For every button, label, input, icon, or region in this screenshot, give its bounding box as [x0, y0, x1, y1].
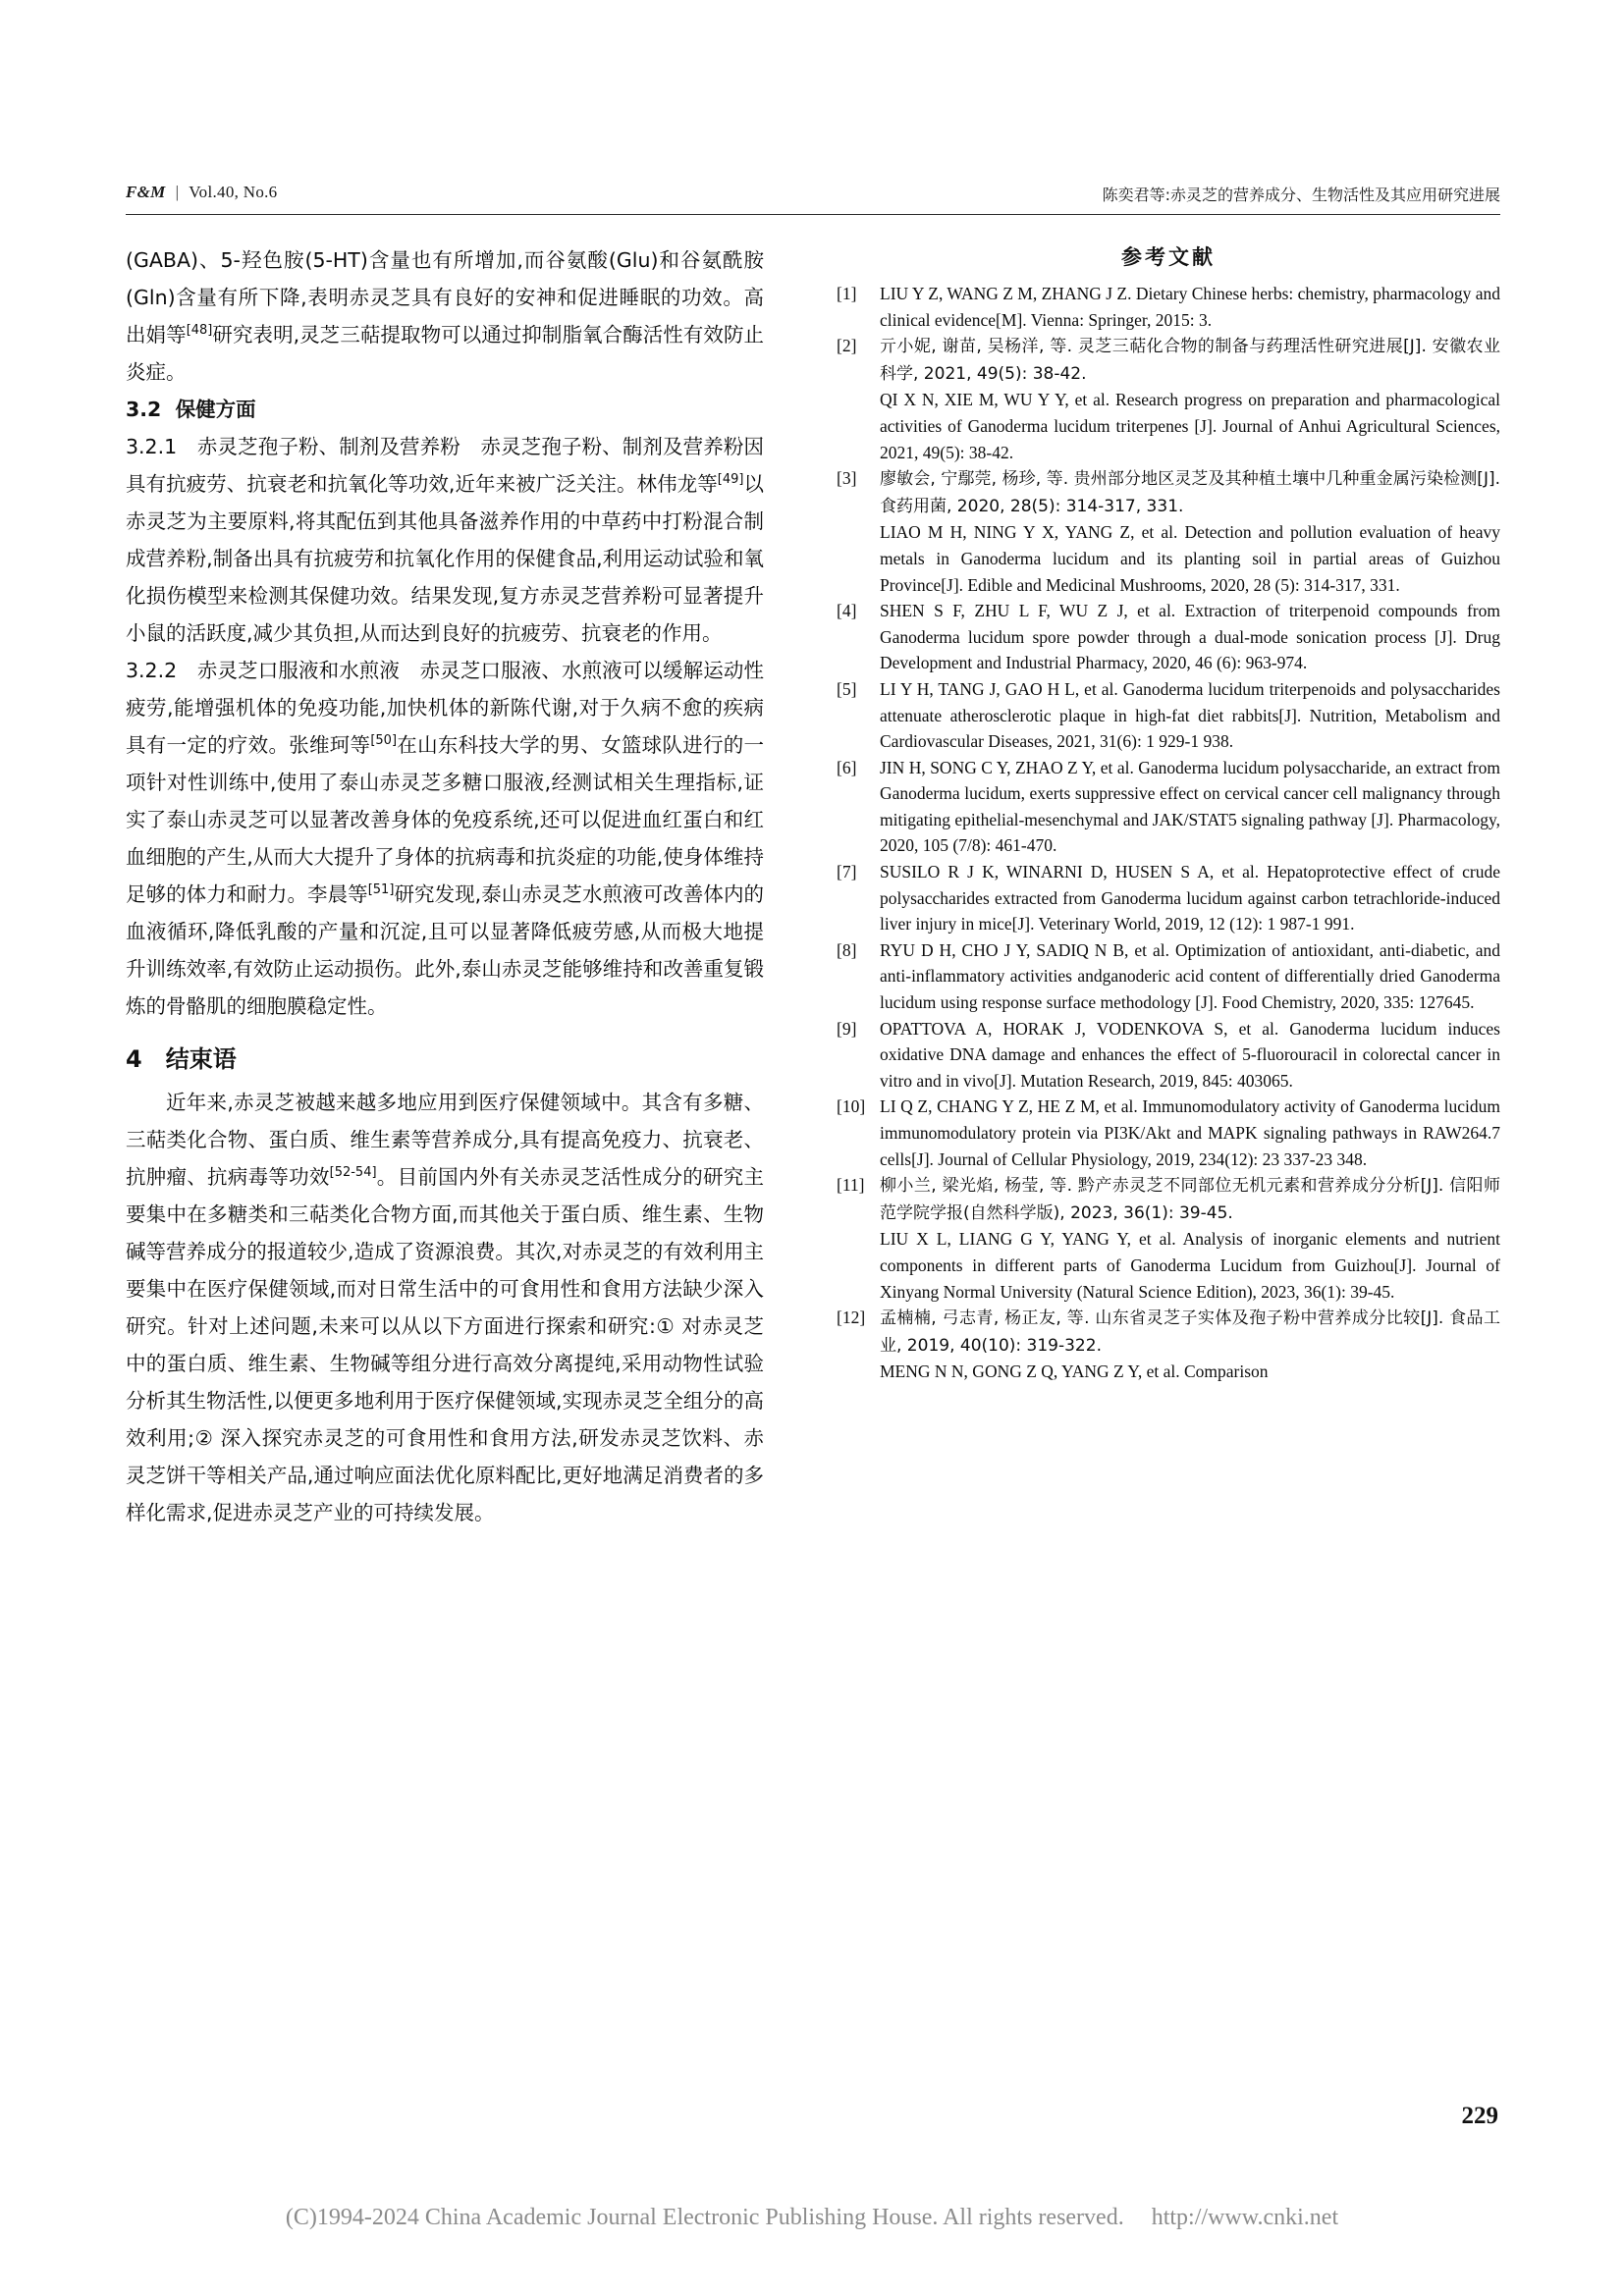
reference-label: [3] [837, 468, 857, 489]
heading-3-2 [126, 391, 764, 428]
reference-subtext: MENG N N, GONG Z Q, YANG Z Y, et al. Comparison [880, 1362, 1269, 1382]
reference-label: [5] [837, 678, 857, 699]
reference-text: SHEN S F, ZHU L F, WU Z J, et al. Extraction of triterpenoid compounds from Ganoderma lucidum spore powder through a dual-mode sonication process [J]. Drug Development and Industrial Pharmacy, 2020, 46 (6): 963-974. [880, 601, 1500, 673]
reference-text: RYU D H, CHO J Y, SADIQ N B, et al. Optimization of antioxidant, anti-diabetic, and anti-inflammatory activities andganoderic acid content of differentially dried Ganoderma lucidum using response surface methodology [J]. Food Chemistry, 2020, 335: 127645. [880, 939, 1500, 1013]
reference-label: [11] [837, 1175, 865, 1196]
paragraph-conclusion-text-after: 。目前国内外有关赤灵芝活性成分的研究主要集中在多糖类和三萜类化合物方面,而其他关于蛋白质、维生素、生物碱等营养成分的报道较少,造成了资源浪费。其次,对赤灵芝的有效利用主要集中在医疗保健领域,而对日常生活中的可食用性和食用方法缺少深入研究。针对上述问题,未来可以从以下方面进行探索和研究:① 对赤灵芝中的蛋白质、维生素、生物碱等组分进行高效分离提纯,采用动物性试验分析其生物活性,以便更多地利用于医疗保健领域,实现赤灵芝全组分的高效利用;② 深入探究赤灵芝的可食用性和食用方法,研发赤灵芝饮料、赤灵芝饼干等相关产品,通过响应面法优化原料配比,更好地满足消费者的多样化需求,促进赤灵芝产业的可持续发展。 [126, 1165, 765, 1524]
paragraph-3-2-1 [126, 428, 764, 652]
running-head-left [126, 183, 277, 202]
reference-item [837, 755, 1500, 859]
section-4-title: 结束语 [165, 1045, 237, 1073]
reference-item [837, 1016, 1500, 1095]
footer-copyright [0, 2205, 1624, 2231]
paragraph-conclusion-text: 近年来,赤灵芝被越来越多地应用到医疗保健领域中。其含有多糖、三萜类化合物、蛋白质、维生素等营养成分,具有提高免疫力、抗衰老、抗肿瘤、抗病毒等功效 [126, 1091, 764, 1189]
article-running-title: 陈奕君等:赤灵芝的营养成分、生物活性及其应用研究进展 [1102, 186, 1500, 204]
paragraph-gaba-text-after: 研究表明,灵芝三萜提取物可以通过抑制脂氧合酶活性有效防止炎症。 [126, 323, 765, 384]
reference-subtext: LIAO M H, NING Y X, YANG Z, et al. Detection and pollution evaluation of heavy metals in Ganoderma lucidum and its planting soil in partial areas of Guizhou Province[J]. Edible and Medicinal Mushrooms, 2020, 28 (5): 314-317, 331. [880, 522, 1500, 595]
reference-text: LI Y H, TANG J, GAO H L, et al. Ganoderma lucidum triterpenoids and polysaccharides attenuate atherosclerotic plaque in high-fat diet rabbits[J]. Nutrition, Metabolism and Cardiovascular Diseases, 2021, 31(6): 1 929-1 938. [880, 678, 1500, 752]
reference-item [837, 598, 1500, 676]
reference-label: [8] [837, 939, 857, 960]
citation-49: [49] [717, 472, 744, 488]
reference-item [837, 676, 1500, 755]
running-head [126, 183, 1500, 216]
reference-text: 廖敏会, 宁鄢莞, 杨珍, 等. 贵州部分地区灵芝及其种植土壤中几种重金属污染检测[J]. 食药用菌, 2020, 28(5): 314-317, 331. [880, 469, 1500, 516]
reference-label: [6] [837, 757, 857, 777]
reference-text: SUSILO R J K, WINARNI D, HUSEN S A, et al. Hepatoprotective effect of crude polysaccharides extracted from Ganoderma lucidum against carbon tetrachloride-induced liver injury in mice[J]. Veterinary World, 2019, 12 (12): 1 987-1 991. [880, 862, 1500, 934]
reference-item [837, 1172, 1500, 1305]
copyright-text: (C)1994-2024 China Academic Journal Electronic Publishing House. All rights reserved. [285, 2205, 1124, 2230]
reference-text: 孟楠楠, 弓志青, 杨正友, 等. 山东省灵芝子实体及孢子粉中营养成分比较[J]. 食品工业, 2019, 40(10): 319-322. [880, 1308, 1500, 1356]
reference-label: [2] [837, 336, 857, 356]
paragraph-3-2-1-text: 3.2.1 赤灵芝孢子粉、制剂及营养粉 赤灵芝孢子粉、制剂及营养粉因具有抗疲劳、抗衰老和抗氧化等功效,近年来被广泛关注。林伟龙等 [126, 435, 764, 496]
citation-50: [50] [370, 733, 398, 749]
paragraph-3-2-2-continuation: 研究发现,泰山赤灵芝水煎液可改善体内的血液循环,降低乳酸的产量和沉淀,且可以显著降低疲劳感,从而极大地提升训练效率,有效防止运动损伤。此外,泰山赤灵芝能够维持和改善重复锻炼的骨骼肌的细胞膜稳定性。 [126, 882, 765, 1018]
paragraph-gaba [126, 241, 764, 391]
references-list [837, 281, 1500, 1385]
reference-item [837, 937, 1500, 1016]
paragraph-3-2-2-text: 3.2.2 赤灵芝口服液和水煎液 赤灵芝口服液、水煎液可以缓解运动性疲劳,能增强机体的免疫功能,加快机体的新陈代谢,对于久病不愈的疾病具有一定的疗效。张维珂等 [126, 659, 764, 757]
reference-subtext: LIU X L, LIANG G Y, YANG Y, et al. Analysis of inorganic elements and nutrient components in different parts of Ganoderma Lucidum from Guizhou[J]. Journal of Xinyang Normal University (Natural Science Edition), 2023, 36(1): 39-45. [880, 1229, 1500, 1302]
section-4-number: 4 [126, 1045, 142, 1073]
reference-label: [1] [837, 284, 857, 303]
journal-abbreviation: F&M [126, 183, 166, 201]
reference-text: OPATTOVA A, HORAK J, VODENKOVA S, et al. Ganoderma lucidum induces oxidative DNA damage and enhances the effect of 5-fluorouracil in colorectal cancer in vitro and in vivo[J]. Mutation Research, 2019, 845: 403065. [880, 1018, 1500, 1091]
reference-item [837, 859, 1500, 937]
reference-item [837, 465, 1500, 598]
heading-3-2-number: 3.2 [126, 398, 162, 421]
paragraph-gaba-text: (GABA)、5-羟色胺(5-HT)含量也有所增加,而谷氨酸(Glu)和谷氨酰胺(Gln)含量有所下降,表明赤灵芝具有良好的安神和促进睡眠的功效。高出娟等 [126, 248, 764, 347]
reference-text: JIN H, SONG C Y, ZHAO Z Y, et al. Ganoderma lucidum polysaccharide, an extract from Ganoderma lucidum, exerts suppressive effect on cervical cancer cell malignancy through mitigating epithelial-mesenchymal and JAK/STAT5 signaling pathway [J]. Pharmacology, 2020, 105 (7/8): 461-470. [880, 757, 1500, 856]
reference-label: [4] [837, 601, 857, 621]
reference-text: LIU Y Z, WANG Z M, ZHANG J Z. Dietary Chinese herbs: chemistry, pharmacology and clinical evidence[M]. Vienna: Springer, 2015: 3. [880, 284, 1500, 330]
reference-item [837, 1094, 1500, 1172]
citation-52-54: [52-54] [329, 1165, 377, 1181]
reference-label: [7] [837, 862, 857, 882]
reference-item [837, 281, 1500, 333]
cnki-url: http://www.cnki.net [1151, 2205, 1339, 2230]
left-column [126, 241, 764, 1531]
reference-subtext: QI X N, XIE M, WU Y Y, et al. Research progress on preparation and pharmacological activities of Ganoderma lucidum triterpenes [J]. Journal of Anhui Agricultural Sciences, 2021, 49(5): 38-42. [880, 390, 1500, 462]
section-heading-4 [126, 1035, 764, 1084]
references-title: 参考文献 [1121, 245, 1216, 269]
reference-text: LI Q Z, CHANG Y Z, HE Z M, et al. Immunomodulatory activity of Ganoderma lucidum immunomodulatory protein via PI3K/Akt and MAPK signaling pathways in RAW264.7 cells[J]. Journal of Cellular Physiology, 2019, 234(12): 23 337-23 348. [880, 1096, 1500, 1169]
paragraph-3-2-2 [126, 652, 764, 1025]
heading-3-2-title: 保健方面 [175, 398, 256, 421]
reference-item [837, 333, 1500, 465]
reference-label: [9] [837, 1018, 857, 1039]
citation-48: [48] [186, 323, 213, 339]
page-number: 229 [1461, 2103, 1498, 2129]
paragraph-3-2-2-text-after: 在山东科技大学的男、女篮球队进行的一项针对性训练中,使用了泰山赤灵芝多糖口服液,经测试相关生理指标,证实了泰山赤灵芝可以显著改善身体的免疫系统,还可以促进血红蛋白和红血细胞的产生,从而大大提升了身体的抗病毒和抗炎症的功能,使身体维持足够的体力和耐力。李晨等 [126, 733, 765, 906]
citation-51: [51] [367, 882, 395, 898]
paragraph-3-2-1-text-after: 以赤灵芝为主要原料,将其配伍到其他具备滋养作用的中草药中打粉混合制成营养粉,制备出具有抗疲劳和抗氧化作用的保健食品,利用运动试验和氧化损伤模型来检测其保健功效。结果发现,复方赤灵芝营养粉可显著提升小鼠的活跃度,减少其负担,从而达到良好的抗疲劳、抗衰老的作用。 [126, 472, 765, 645]
reference-item [837, 1305, 1500, 1385]
header-separator: | [175, 183, 180, 201]
reference-text: 亓小妮, 谢苗, 吴杨洋, 等. 灵芝三萜化合物的制备与药理活性研究进展[J]. 安徽农业科学, 2021, 49(5): 38-42. [880, 337, 1500, 384]
right-column [837, 241, 1500, 1385]
reference-text: 柳小兰, 梁光焰, 杨莹, 等. 黔产赤灵芝不同部位无机元素和营养成分分析[J]. 信阳师范学院学报(自然科学版), 2023, 36(1): 39-45. [880, 1176, 1500, 1223]
paragraph-conclusion [126, 1084, 764, 1531]
reference-label: [12] [837, 1308, 866, 1328]
volume-issue: Vol.40, No.6 [189, 183, 278, 201]
header-rule [126, 214, 1500, 215]
reference-label: [10] [837, 1096, 866, 1117]
